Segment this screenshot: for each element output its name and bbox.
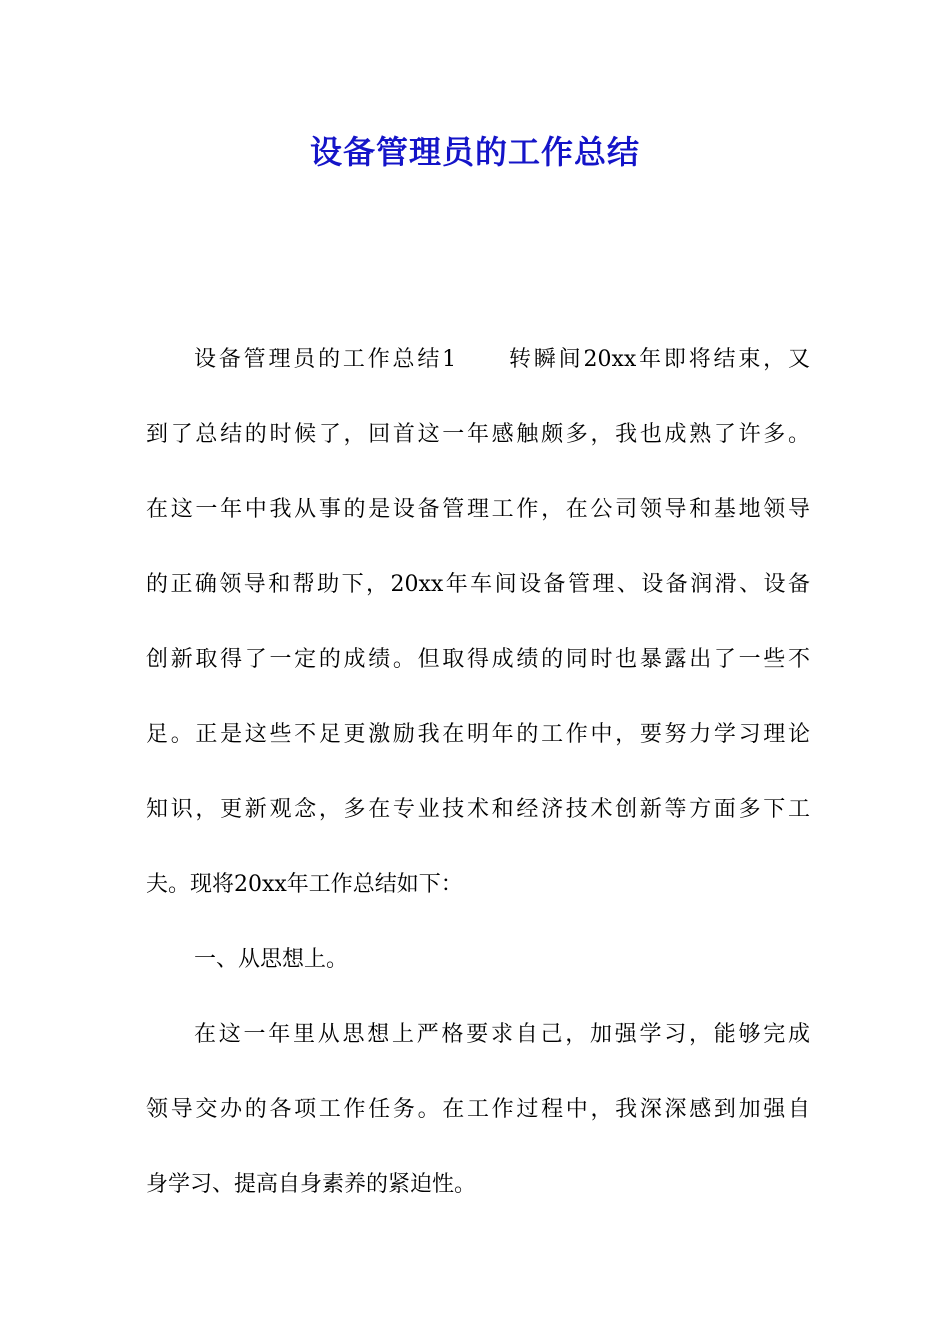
paragraph-line: 身学习、提高自身素养的紧迫性。 (146, 1172, 477, 1197)
paragraph-line: 在这一年里从思想上严格要求自己，加强学习，能够完成 (194, 1022, 810, 1047)
paragraph-line: 到了总结的时候了，回首这一年感触颇多，我也成熟了许多。 (146, 422, 810, 447)
paragraph-line: 领导交办的各项工作任务。在工作过程中，我深深感到加强自 (146, 1097, 810, 1122)
paragraph-line: 创新取得了一定的成绩。但取得成绩的同时也暴露出了一些不 (146, 647, 810, 672)
paragraph-heading: 设备管理员的工作总结1 (194, 347, 457, 372)
paragraph-line: 夫。现将20xx年工作总结如下： (146, 872, 463, 897)
paragraph-line: 的正确领导和帮助下，20xx年车间设备管理、设备润滑、设备 (146, 572, 810, 597)
paragraph-line (194, 340, 810, 380)
paragraph-line: 知识，更新观念，多在专业技术和经济技术创新等方面多下工 (146, 797, 810, 822)
paragraph-text: 转瞬间20xx年即将结束，又 (506, 347, 810, 372)
paragraph-line: 在这一年中我从事的是设备管理工作，在公司领导和基地领导 (146, 497, 810, 522)
paragraph-line: 足。正是这些不足更激励我在明年的工作中，要努力学习理论 (146, 722, 810, 747)
section-heading: 一、从思想上。 (194, 947, 349, 972)
document-title: 设备管理员的工作总结 (309, 133, 640, 171)
